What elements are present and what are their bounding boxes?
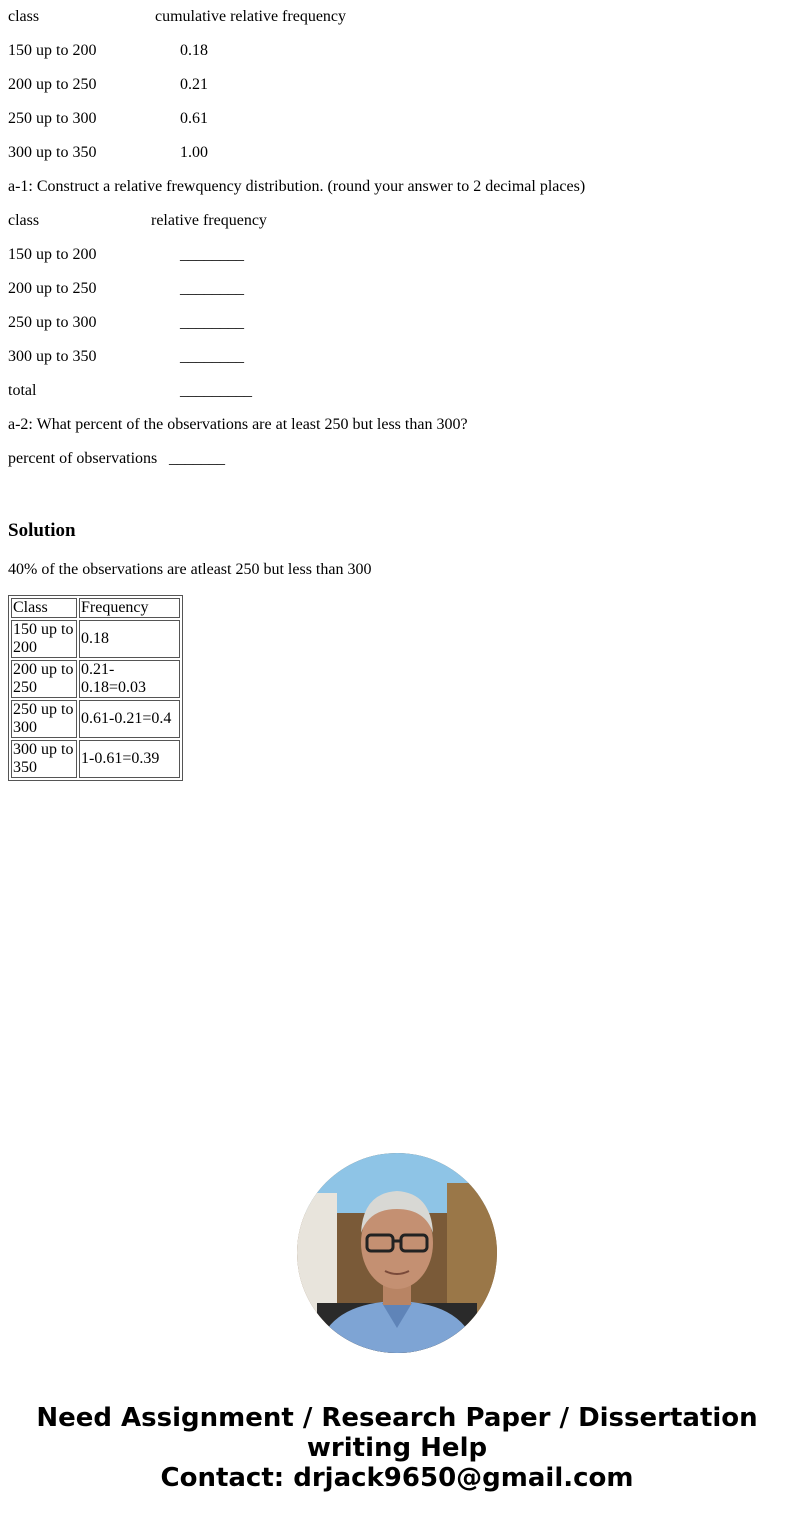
solution-statement: 40% of the observations are atleast 250 but less than 300 xyxy=(8,561,372,578)
table-cell-class: 300 up to 350 xyxy=(11,740,77,778)
given-row-value: 0.61 xyxy=(180,110,208,127)
promo-text xyxy=(0,1403,794,1493)
table-row xyxy=(11,620,180,658)
table-row xyxy=(11,700,180,738)
given-row-value: 0.21 xyxy=(180,76,208,93)
table-cell-frequency: 0.61-0.21=0.4 xyxy=(79,700,180,738)
given-header-value: cumulative relative frequency xyxy=(155,8,347,25)
solution-heading: Solution xyxy=(8,520,76,541)
table-cell-class: 200 up to 250 xyxy=(11,660,77,698)
table-cell-class: 150 up to 200 xyxy=(11,620,77,658)
given-row-class: 150 up to 200 xyxy=(8,42,97,59)
promo-contact: Contact: drjack9650@gmail.com xyxy=(160,1463,634,1493)
given-row-value: 1.00 xyxy=(180,144,208,161)
question-a2: a-2: What percent of the observations are at least 250 but less than 300? xyxy=(8,416,468,433)
table-cell-frequency: 0.18 xyxy=(79,620,180,658)
given-row-value: 0.18 xyxy=(180,42,208,59)
given-row-class: 300 up to 350 xyxy=(8,144,97,161)
answer-row-class: 200 up to 250 xyxy=(8,280,97,297)
solution-table xyxy=(8,595,183,781)
given-row-class: 200 up to 250 xyxy=(8,76,97,93)
table-header-cell: Frequency xyxy=(79,598,180,618)
table-row xyxy=(11,660,180,698)
answer-blank: ________ xyxy=(180,280,244,297)
answer-blank: ________ xyxy=(180,348,244,365)
answer-row-class: 250 up to 300 xyxy=(8,314,97,331)
given-header-class: class xyxy=(8,8,40,25)
answer-header-class: class xyxy=(8,212,40,229)
answer-total-label: total xyxy=(8,382,37,399)
promo-line: writing Help xyxy=(306,1433,488,1463)
percent-blank: _______ xyxy=(169,450,225,467)
percent-label: percent of observations xyxy=(8,450,158,467)
table-cell-class: 250 up to 300 xyxy=(11,700,77,738)
table-header-row xyxy=(11,598,180,618)
given-row-class: 250 up to 300 xyxy=(8,110,97,127)
answer-total-blank: _________ xyxy=(180,382,252,399)
table-header-cell: Class xyxy=(11,598,77,618)
table-cell-frequency: 0.21-0.18=0.03 xyxy=(79,660,180,698)
answer-blank: ________ xyxy=(180,314,244,331)
question-a1: a-1: Construct a relative frewquency distribution. (round your answer to 2 decimal places) xyxy=(8,178,586,195)
answer-row-class: 150 up to 200 xyxy=(8,246,97,263)
table-row xyxy=(11,740,180,778)
answer-header-value: relative frequency xyxy=(151,212,267,229)
answer-blank: ________ xyxy=(180,246,244,263)
table-cell-frequency: 1-0.61=0.39 xyxy=(79,740,180,778)
promo-line: Need Assignment / Research Paper / Dissertation xyxy=(36,1403,758,1433)
answer-row-class: 300 up to 350 xyxy=(8,348,97,365)
author-avatar xyxy=(297,1153,497,1353)
